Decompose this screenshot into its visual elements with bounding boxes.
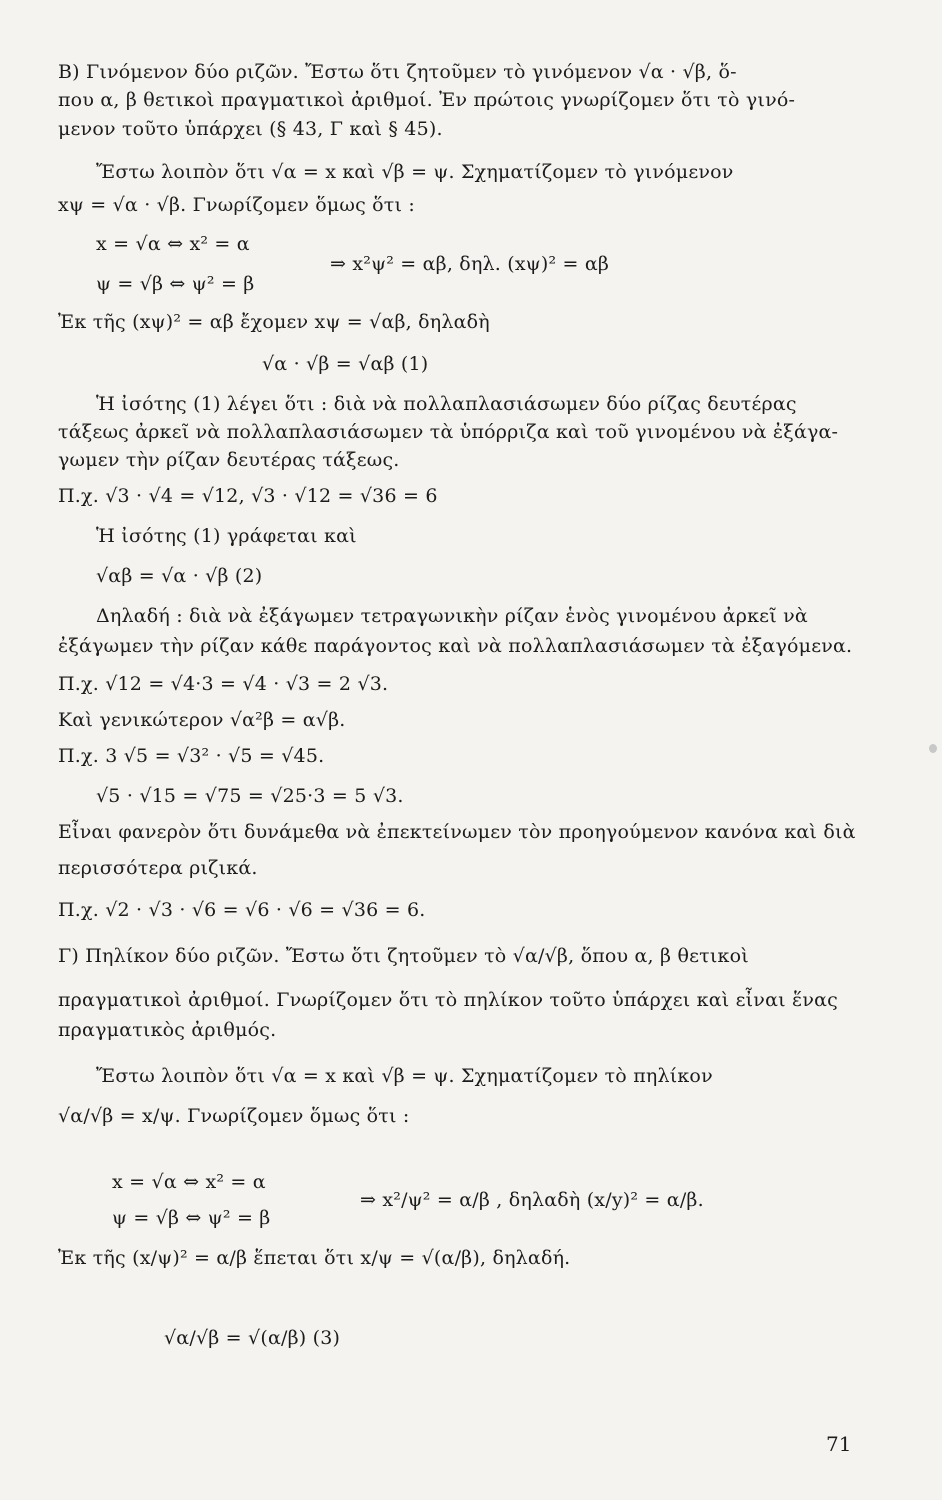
example-line: Π.χ. √12 = √4·3 = √4 · √3 = 2 √3. xyxy=(58,673,389,695)
example-line: Π.χ. √3 · √4 = √12, √3 · √12 = √36 = 6 xyxy=(58,485,438,507)
text-line: μενον τοῦτο ὑπάρχει (§ 43, Γ καὶ § 45). xyxy=(58,118,443,140)
formula-implication: ⇒ x²ψ² = αβ, δηλ. (xψ)² = αβ xyxy=(330,253,610,275)
text-line: τάξεως ἀρκεῖ νὰ πολλαπλασιάσωμεν τὰ ὑπόρριζα καὶ τοῦ γινομένου νὰ ἐξάγα- xyxy=(58,421,839,443)
text-line: Γ) Πηλίκον δύο ριζῶν. Ἔστω ὅτι ζητοῦμεν τὸ √α/√β, ὅπου α, β θετικοὶ xyxy=(58,945,749,967)
text-line: ἐξάγωμεν τὴν ρίζαν κάθε παράγοντος καὶ νὰ πολλαπλασιάσωμεν τὰ ἐξαγόμενα. xyxy=(58,635,853,657)
text-line: Ἐκ τῆς (xψ)² = αβ ἔχομεν xψ = √αβ, δηλαδὴ xyxy=(58,311,490,333)
rule-statement: Δηλαδή : διὰ νὰ ἐξάγωμεν τετραγωνικὴν ρίζαν ἑνὸς γινομένου ἀρκεῖ νὰ xyxy=(96,605,808,627)
example-line: √5 · √15 = √75 = √25·3 = 5 √3. xyxy=(96,785,404,807)
rule-statement: Ἡ ἰσότης (1) λέγει ὅτι : διὰ νὰ πολλαπλασιάσωμεν δύο ρίζας δευτέρας xyxy=(96,393,797,415)
text-line: xψ = √α · √β. Γνωρίζομεν ὅμως ὅτι : xyxy=(58,194,416,216)
formula-line: ψ = √β ⇔ ψ² = β xyxy=(112,1207,271,1229)
page-number: 71 xyxy=(826,1432,852,1456)
text-line: Ἔστω λοιπὸν ὅτι √α = x καὶ √β = ψ. Σχηματίζομεν τὸ πηλίκον xyxy=(96,1065,713,1087)
equation-1: √α · √β = √αβ (1) xyxy=(262,353,429,375)
formula-line: x = √α ⇔ x² = α xyxy=(96,233,250,255)
text-line: πραγματικοὶ ἀριθμοί. Γνωρίζομεν ὅτι τὸ πηλίκον τοῦτο ὑπάρχει καὶ εἶναι ἕνας xyxy=(58,989,839,1011)
example-line: Π.χ. √2 · √3 · √6 = √6 · √6 = √36 = 6. xyxy=(58,899,426,921)
text-line: περισσότερα ριζικά. xyxy=(58,857,258,879)
text-line: √α/√β = x/ψ. Γνωρίζομεν ὅμως ὅτι : xyxy=(58,1105,410,1127)
text-line: Καὶ γενικώτερον √α²β = α√β. xyxy=(58,709,346,731)
formula-line: x = √α ⇔ x² = α xyxy=(112,1171,266,1193)
paper-speck xyxy=(929,744,937,753)
text-line: πραγματικὸς ἀριθμός. xyxy=(58,1019,277,1041)
text-line: Εἶναι φανερὸν ὅτι δυνάμεθα νὰ ἐπεκτείνωμεν τὸν προηγούμενον κανόνα καὶ διὰ xyxy=(58,821,856,843)
formula-line: ψ = √β ⇔ ψ² = β xyxy=(96,273,255,295)
equation-3: √α/√β = √(α/β) (3) xyxy=(164,1327,341,1349)
equation-2: √αβ = √α · √β (2) xyxy=(96,565,263,587)
text-line: Β) Γινόμενον δύο ριζῶν. Ἔστω ὅτι ζητοῦμεν τὸ γινόμενον √α · √β, ὅ- xyxy=(58,61,737,83)
example-line: Π.χ. 3 √5 = √3² · √5 = √45. xyxy=(58,745,325,767)
text-line: Ἐκ τῆς (x/ψ)² = α/β ἕπεται ὅτι x/ψ = √(α/β), δηλαδή. xyxy=(58,1247,571,1269)
formula-implication: ⇒ x²/ψ² = α/β , δηλαδὴ (x/y)² = α/β. xyxy=(360,1189,704,1211)
text-line: γωμεν τὴν ρίζαν δευτέρας τάξεως. xyxy=(58,449,400,471)
text-line: Ἡ ἰσότης (1) γράφεται καὶ xyxy=(96,525,357,547)
text-line: που α, β θετικοὶ πραγματικοὶ ἀριθμοί. Ἐν πρώτοις γνωρίζομεν ὅτι τὸ γινό- xyxy=(58,89,796,111)
text-line: Ἔστω λοιπὸν ὅτι √α = x καὶ √β = ψ. Σχηματίζομεν τὸ γινόμενον xyxy=(96,161,734,183)
